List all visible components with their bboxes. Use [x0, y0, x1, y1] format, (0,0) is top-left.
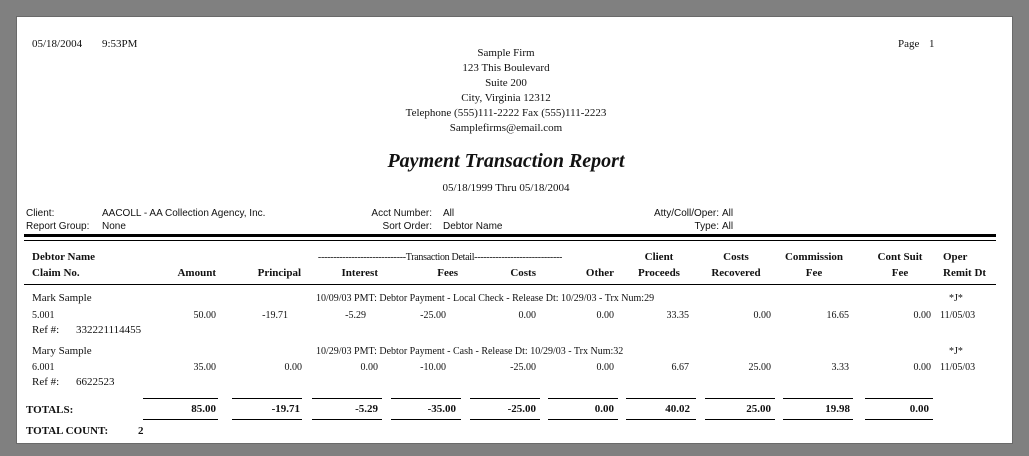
total-count-label: TOTAL COUNT: — [26, 425, 109, 437]
client-label: Client: — [26, 208, 55, 219]
total-count: 2 — [138, 425, 144, 437]
col-cont-suit-top: Cont Suit — [877, 251, 923, 263]
col-client-top: Client — [644, 251, 674, 263]
total-cont-suit: 0.00 — [909, 403, 929, 415]
col-commission-top: Commission — [784, 251, 844, 263]
totals-label: TOTALS: — [26, 404, 74, 416]
totals-rule — [783, 419, 853, 420]
ref-number: 6622523 — [76, 376, 115, 388]
costs-recovered: 25.00 — [748, 362, 771, 373]
col-costs: Costs — [510, 267, 536, 279]
group-value: None — [102, 221, 126, 232]
amount: 35.00 — [193, 362, 216, 373]
totals-rule — [626, 398, 696, 399]
principal: -19.71 — [262, 310, 288, 321]
group-label: Report Group: — [26, 221, 90, 232]
totals-rule — [143, 419, 218, 420]
firm-name: Sample Firm — [477, 47, 535, 59]
oper-code: *J* — [949, 293, 963, 304]
firm-phones: Telephone (555)111-2222 Fax (555)111-2223 — [405, 107, 607, 119]
total-costs: -25.00 — [507, 403, 536, 415]
debtor-name: Mark Sample — [32, 292, 92, 304]
totals-rule — [470, 419, 540, 420]
col-transaction-detail: -----------------------------Transaction Detail----------------------------- — [317, 252, 563, 263]
col-costs-recovered-bottom: Recovered — [711, 267, 761, 279]
transaction-detail: 10/09/03 PMT: Debtor Payment - Local Check - Release Dt: 10/29/03 - Trx Num:29 — [316, 293, 655, 304]
page-label: Page — [898, 38, 920, 50]
totals-rule — [391, 398, 461, 399]
total-other: 0.00 — [594, 403, 614, 415]
client-proceeds: 6.67 — [671, 362, 689, 373]
page-number: 1 — [929, 38, 935, 50]
col-principal: Principal — [257, 267, 301, 279]
totals-rule — [865, 419, 933, 420]
col-remit-dt: Remit Dt — [943, 267, 987, 279]
totals-rule — [391, 419, 461, 420]
totals-rule — [312, 398, 382, 399]
remit-date: 11/05/03 — [940, 310, 976, 321]
col-cont-suit-bottom: Fee — [891, 267, 909, 279]
client-proceeds: 33.35 — [666, 310, 689, 321]
report-time: 9:53PM — [102, 38, 138, 50]
remit-date: 11/05/03 — [940, 362, 976, 373]
total-commission: 19.98 — [825, 403, 850, 415]
firm-email: Samplefirms@email.com — [449, 122, 563, 134]
col-costs-recovered-top: Costs — [723, 251, 749, 263]
totals-rule — [232, 419, 302, 420]
firm-block — [356, 46, 656, 136]
total-fees: -35.00 — [427, 403, 456, 415]
total-costs-recovered: 25.00 — [746, 403, 771, 415]
totals-rule — [312, 419, 382, 420]
col-fees: Fees — [437, 267, 458, 279]
totals-rule — [626, 419, 696, 420]
header-thin-rule — [24, 240, 996, 241]
principal: 0.00 — [284, 362, 302, 373]
column-header-rule — [24, 284, 996, 285]
amount: 50.00 — [193, 310, 216, 321]
report-date: 05/18/2004 — [32, 38, 83, 50]
totals-rule — [470, 398, 540, 399]
acct-value: All — [443, 208, 455, 219]
other: 0.00 — [596, 310, 614, 321]
totals-rule — [548, 419, 618, 420]
col-amount: Amount — [177, 267, 216, 279]
commission-fee: 3.33 — [831, 362, 849, 373]
claim-no: 5.001 — [32, 310, 55, 321]
oper-code: *J* — [949, 346, 963, 357]
type-label: Type: — [694, 221, 719, 232]
costs-recovered: 0.00 — [753, 310, 771, 321]
col-client-bottom: Proceeds — [638, 267, 680, 279]
totals-rule — [143, 398, 218, 399]
client-value: AACOLL - AA Collection Agency, Inc. — [102, 208, 266, 219]
costs: -25.00 — [510, 362, 536, 373]
firm-address2: Suite 200 — [485, 77, 527, 89]
col-oper: Oper — [943, 251, 968, 263]
totals-rule — [705, 419, 775, 420]
fees: -25.00 — [420, 310, 446, 321]
ref-number: 332221114455 — [76, 324, 142, 336]
totals-rule — [865, 398, 933, 399]
fees: -10.00 — [420, 362, 446, 373]
total-interest: -5.29 — [355, 403, 378, 415]
acct-label: Acct Number: — [371, 208, 432, 219]
claim-no: 6.001 — [32, 362, 55, 373]
col-debtor-name: Debtor Name — [32, 251, 96, 263]
sort-value: Debtor Name — [443, 221, 503, 232]
total-amount: 85.00 — [191, 403, 216, 415]
header-thick-rule — [24, 234, 996, 237]
col-interest: Interest — [341, 267, 378, 279]
other: 0.00 — [596, 362, 614, 373]
report-page — [16, 16, 1013, 444]
report-title: Payment Transaction Report — [387, 150, 625, 172]
ref-label: Ref #: — [32, 376, 60, 388]
costs: 0.00 — [518, 310, 536, 321]
ref-label: Ref #: — [32, 324, 60, 336]
transaction-detail: 10/29/03 PMT: Debtor Payment - Cash - Release Dt: 10/29/03 - Trx Num:32 — [316, 346, 624, 357]
interest: -5.29 — [345, 310, 366, 321]
commission-fee: 16.65 — [826, 310, 849, 321]
col-other: Other — [585, 267, 614, 279]
total-client-proceeds: 40.02 — [665, 403, 690, 415]
totals-rule — [232, 398, 302, 399]
col-claim-no: Claim No. — [32, 267, 80, 279]
firm-address1: 123 This Boulevard — [462, 62, 550, 74]
totals-rule — [548, 398, 618, 399]
atty-label: Atty/Coll/Oper: — [653, 208, 719, 219]
debtor-name: Mary Sample — [32, 345, 92, 357]
atty-value: All — [722, 208, 734, 219]
totals-rule — [705, 398, 775, 399]
col-commission-bottom: Fee — [805, 267, 823, 279]
interest: 0.00 — [360, 362, 378, 373]
cont-suit-fee: 0.00 — [913, 310, 931, 321]
sort-label: Sort Order: — [382, 221, 432, 232]
total-principal: -19.71 — [271, 403, 300, 415]
type-value: All — [722, 221, 734, 232]
firm-city-state: City, Virginia 12312 — [461, 92, 551, 104]
cont-suit-fee: 0.00 — [913, 362, 931, 373]
date-range: 05/18/1999 Thru 05/18/2004 — [442, 182, 570, 194]
totals-rule — [783, 398, 853, 399]
